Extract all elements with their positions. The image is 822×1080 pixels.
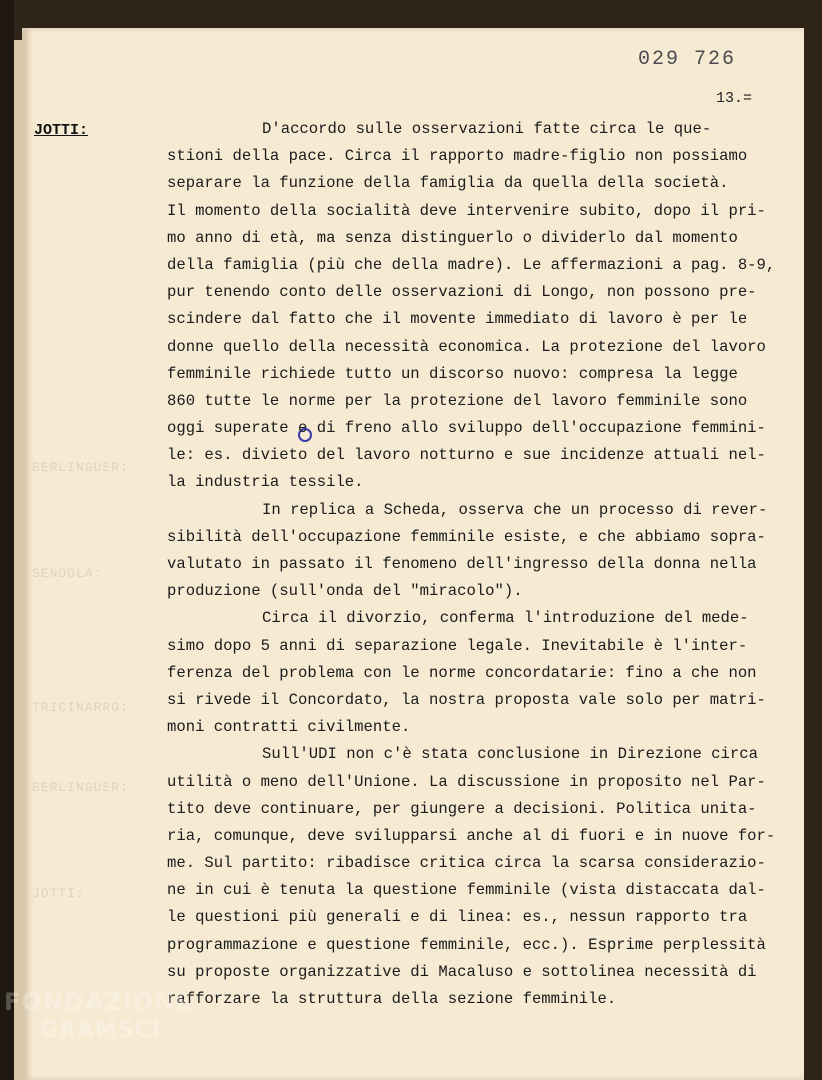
text-line: programmazione e questione femminile, ecc.). Esprime perplessità [167,935,766,954]
text-line: Circa il divorzio, conferma l'introduzione del mede- [262,609,749,628]
text-line: stioni della pace. Circa il rapporto madre-figlio non possiamo [167,147,748,166]
watermark-line-1: FONDAZIONE [4,988,193,1016]
text-line: rafforzare la struttura della sezione femminile. [167,990,617,1008]
text-line: si rivede il Concordato, la nostra proposta vale solo per matri- [167,690,766,709]
ghost-margin-name: BERLINGUER: [32,460,129,475]
text-line: femminile richiede tutto un discorso nuovo: compresa la legge [167,364,738,383]
text-line: tito deve continuare, per giungere a decisioni. Politica unita- [167,799,757,818]
text-line: scindere dal fatto che il movente immediato di lavoro è per le [167,310,748,329]
ghost-margin-name: BERLINGUER: [32,780,129,795]
ghost-margin-name: JOTTI: [32,886,85,901]
text-line: ferenza del problema con le norme concordatarie: fino a che non [167,663,757,682]
text-line: pur tenendo conto delle osservazioni di Longo, non possono pre- [167,283,757,302]
text-line: oggi superate e di freno allo sviluppo dell'occupazione femmini- [167,419,766,438]
text-line: donne quello della necessità economica. La protezione del lavoro [167,337,766,356]
ghost-margin-name: SENDOLA: [32,566,103,581]
watermark-logo [4,988,193,1043]
text-line: me. Sul partito: ribadisce critica circa la scarsa considerazio- [167,854,766,873]
text-line: mo anno di età, ma senza distinguerlo o dividerlo dal momento [167,228,738,247]
text-line: della famiglia (più che della madre). Le affermazioni a pag. 8-9, [167,255,776,274]
text-line: le questioni più generali e di linea: es., nessun rapporto tra [167,908,748,927]
text-line: sibilità dell'occupazione femminile esiste, e che abbiamo sopra- [167,527,766,546]
text-line: D'accordo sulle osservazioni fatte circa le que- [262,120,712,138]
speaker-name: JOTTI: [34,122,89,139]
speech-body [167,116,787,1013]
text-line: moni contratti civilmente. [167,718,411,737]
watermark-line-2: GRAMSCI [40,1018,162,1043]
text-line: ne in cui è tenuta la questione femminile (vista distaccata dal- [167,881,766,900]
text-line: produzione (sull'onda del "miracolo"). [167,582,523,601]
text-line: utilità o meno dell'Unione. La discussione in proposito nel Par- [167,772,766,791]
text-line: le: es. divieto del lavoro notturno e sue incidenze attuali nel- [167,446,766,465]
text-line: Sull'UDI non c'è stata conclusione in Direzione circa [262,745,758,764]
text-line: 860 tutte le norme per la protezione del lavoro femminile sono [167,391,748,410]
page-number: 13.= [716,90,753,107]
text-line: In replica a Scheda, osserva che un processo di rever- [262,500,768,519]
text-line: su proposte organizzative di Macaluso e sottolinea necessità di [167,962,757,981]
text-line: Il momento della socialità deve intervenire subito, dopo il pri- [167,201,766,220]
text-line: valutato in passato il fenomeno dell'ingresso della donna nella [167,555,757,573]
text-line: simo dopo 5 anni di separazione legale. Inevitabile è l'inter- [167,636,748,655]
text-line: ria, comunque, deve svilupparsi anche al di fuori e in nuove for- [167,826,776,845]
binder-spine [0,0,14,1080]
ghost-margin-name: TRICINARRO: [32,700,129,715]
text-line: separare la funzione della famiglia da quella della società. [167,174,729,193]
text-line: la industria tessile. [167,473,364,492]
archive-stamp-number: 029 726 [638,48,737,71]
